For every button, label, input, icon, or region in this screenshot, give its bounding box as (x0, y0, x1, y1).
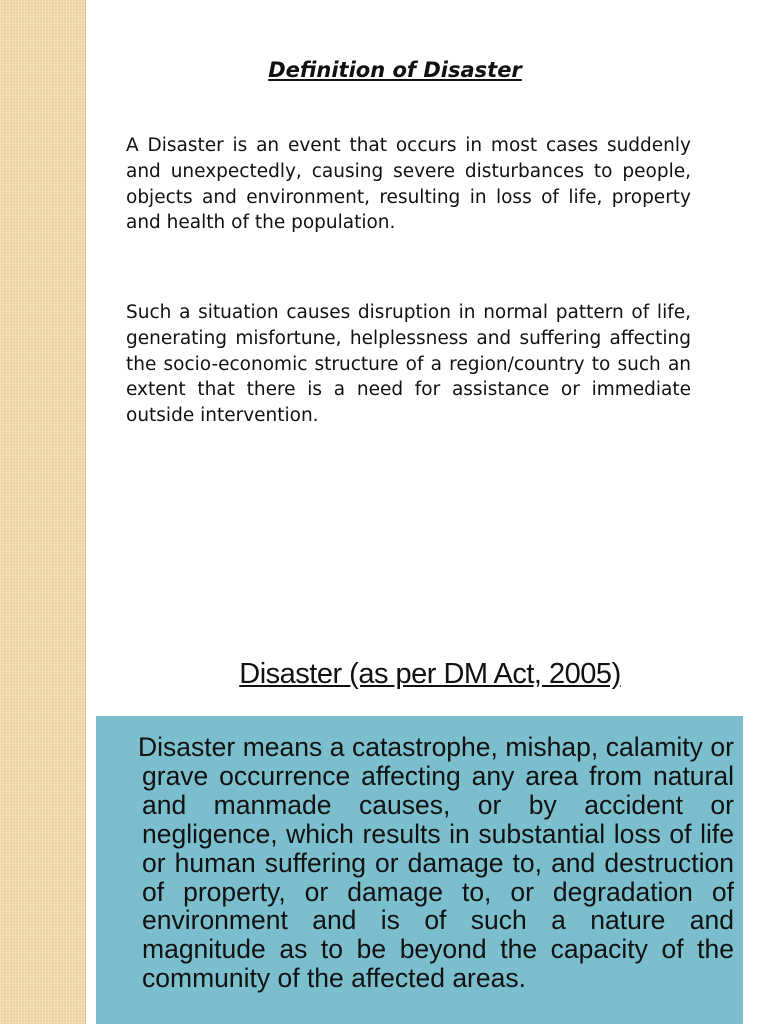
definition-paragraph-1: A Disaster is an event that occurs in most cases suddenly and unexpectedly, causing severe disturbances to people, objects and environment, resulting in loss of life, property and health of the population. (126, 135, 691, 234)
page-title: Definition of Disaster (268, 58, 522, 82)
definition-paragraph-2: Such a situation causes disruption in normal pattern of life, generating misfortune, helplessness and suffering affecting the socio-economic structure of a region/country to such an extent that there is a need for assistance or immediate outside intervention. (126, 302, 691, 427)
decorative-side-band (0, 0, 86, 1024)
dm-act-heading: Disaster (as per DM Act, 2005) (239, 658, 621, 690)
dm-act-definition-text: Disaster means a catastrophe, mishap, calamity or grave occurrence affecting any area from natural and manmade causes, or by accident or negligence, which results in substantial loss of life or human suffering or damage to, and destruction of property, or damage to, or degradation of environment and is of such a nature and magnitude as to be beyond the capacity of the community of the affected areas. (138, 732, 734, 994)
